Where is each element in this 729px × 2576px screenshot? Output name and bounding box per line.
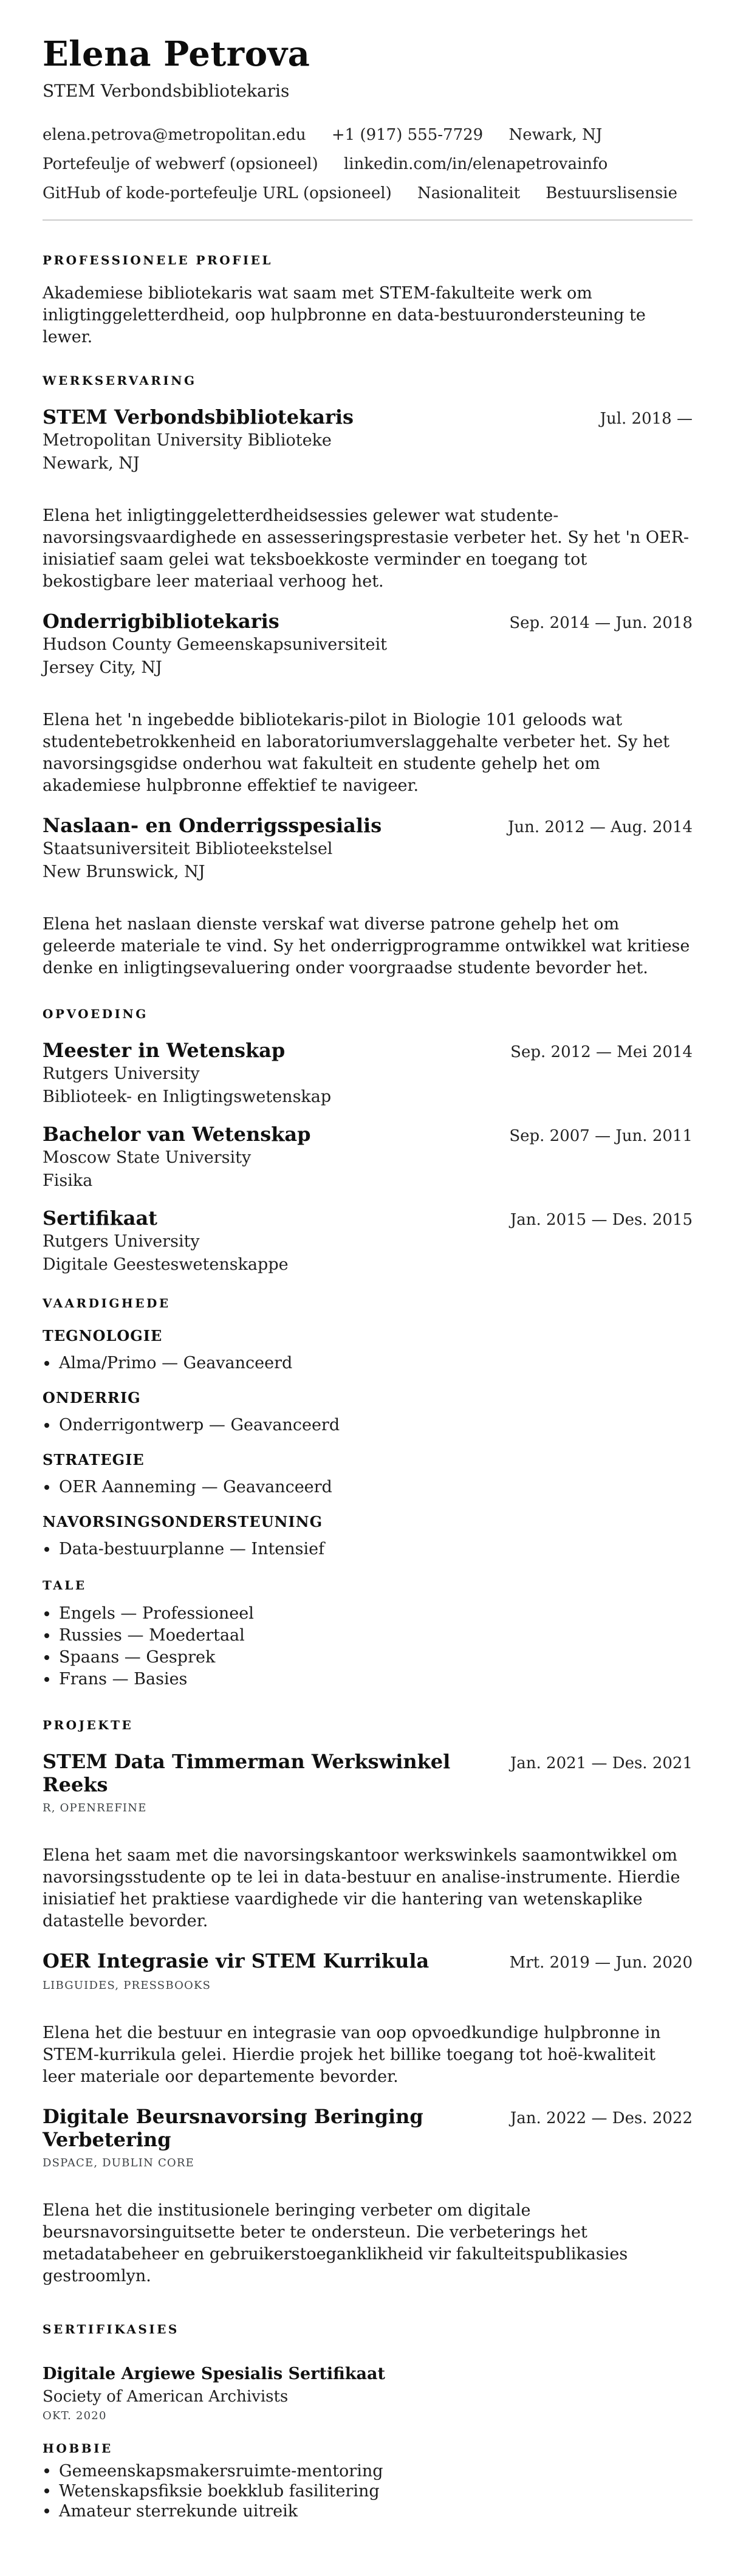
section-hobbies (43, 2440, 693, 2521)
education-heading: OPVOEDING (43, 1007, 148, 1021)
skill-item: Onderrigontwerp — Geavanceerd (43, 1414, 693, 1436)
section-education (43, 1006, 693, 1276)
job-entry-head (43, 610, 693, 634)
project-description: Elena het saam met die navorsingskantoor werkswinkels saamontwikkel om navorsingsstudente op te lei in data-bestuur en analise-instrumente. Hierdie inisiatief het praktiese vaardighede vir die hantering van wetenskaplike datastelle bevorder. (43, 1846, 680, 1930)
projects-heading: PROJEKTE (43, 1718, 134, 1732)
skill-category-name: ONDERRIG (43, 1389, 141, 1407)
project-title: Digitale Beursnavorsing Beringing Verbetering (43, 2105, 423, 2151)
hobby-list (43, 2461, 693, 2521)
contact-row-3 (43, 183, 693, 204)
certification-entry (43, 2364, 693, 2423)
education-entry-head (43, 1207, 693, 1231)
education-field: Fisika (43, 1171, 93, 1190)
project-description: Elena het die institusionele beringing verbeter om digitale beursnavorsinguitsette beter te ondersteun. Die verbeterings het metadatabeheer en gebruikerstoeganklikheid vir fakulteitspublikasies gestroomlyn. (43, 2201, 628, 2285)
certification-date: OKT. 2020 (43, 2409, 107, 2422)
contact-nationality: Nasionaliteit (417, 184, 521, 202)
job-title: STEM Verbondsbibliotekaris (43, 405, 354, 429)
job-entry-head (43, 405, 693, 430)
languages-heading: TALE (43, 1578, 87, 1593)
project-dates: Jan. 2021 — Des. 2021 (510, 1754, 693, 1772)
job-dates: Sep. 2014 — Jun. 2018 (509, 614, 693, 632)
job-entry-head (43, 814, 693, 838)
skill-item: Data-bestuurplanne — Intensief (43, 1538, 693, 1560)
project-title: STEM Data Timmerman Werkswinkel Reeks (43, 1750, 451, 1796)
project-stack: DSPACE, DUBLIN CORE (43, 2157, 194, 2169)
education-degree: Meester in Wetenskap (43, 1039, 286, 1062)
contact-email: elena.petrova@metropolitan.edu (43, 126, 306, 144)
skill-item: OER Aanneming — Geavanceerd (43, 1476, 693, 1498)
skill-category (43, 1513, 693, 1560)
job-dates: Jul. 2018 — (600, 410, 693, 428)
job-title: Onderrigbibliotekaris (43, 610, 279, 633)
skill-list (43, 1352, 693, 1374)
job-company: Staatsuniversiteit Biblioteekstelsel (43, 839, 333, 858)
certification-issuer: Society of American Archivists (43, 2388, 289, 2406)
education-school: Rutgers University (43, 1064, 200, 1083)
job-dates: Jun. 2012 — Aug. 2014 (507, 818, 693, 836)
education-field: Digitale Geesteswetenskappe (43, 1255, 289, 1274)
certifications-heading: SERTIFIKASIES (43, 2322, 179, 2337)
hobby-item: Amateur sterrekunde uitreik (43, 2501, 693, 2521)
project-stack: LIBGUIDES, PRESSBOOKS (43, 1979, 211, 1992)
skill-list (43, 1414, 693, 1436)
skill-item: Alma/Primo — Geavanceerd (43, 1352, 693, 1374)
profile-text: Akademiese bibliotekaris wat saam met STEM-fakulteite werk om inligtinggeletterdheid, oop hulpbronne en data-bestuurondersteuning te lewer. (43, 284, 646, 346)
contact-portfolio: Portefeulje of webwerf (opsioneel) (43, 155, 318, 173)
project-dates: Mrt. 2019 — Jun. 2020 (509, 1954, 693, 1972)
skill-category (43, 1389, 693, 1436)
person-job-title: STEM Verbondsbibliotekaris (43, 81, 290, 101)
education-degree: Bachelor van Wetenskap (43, 1123, 311, 1146)
hobby-item: Gemeenskapsmakersruimte-mentoring (43, 2461, 693, 2481)
skill-category (43, 1451, 693, 1498)
education-school: Moscow State University (43, 1148, 252, 1167)
skill-list (43, 1476, 693, 1498)
project-entry-head (43, 1750, 693, 1796)
section-languages (43, 1577, 693, 1690)
contact-block (43, 125, 693, 204)
section-certifications (43, 2321, 693, 2423)
project-stack: R, OPENREFINE (43, 1802, 147, 1814)
contact-location: Newark, NJ (508, 126, 603, 144)
section-projects (43, 1717, 693, 2287)
project-entry (43, 2105, 693, 2287)
education-field: Biblioteek- en Inligtingswetenskap (43, 1087, 332, 1106)
person-name: Elena Petrova (43, 34, 310, 74)
skill-list (43, 1538, 693, 1560)
project-entry (43, 1750, 693, 1932)
job-location: Jersey City, NJ (43, 658, 162, 677)
language-item: Engels — Professioneel (43, 1603, 693, 1625)
project-title: OER Integrasie vir STEM Kurrikula (43, 1949, 430, 1972)
section-profile (43, 252, 693, 348)
contact-github: GitHub of kode-portefeulje URL (opsioneel) (43, 184, 392, 202)
education-entry-head (43, 1039, 693, 1063)
experience-heading: WERKSERVARING (43, 373, 197, 388)
section-skills (43, 1295, 693, 1560)
job-company: Hudson County Gemeenskapsuniversiteit (43, 635, 387, 654)
skill-category-name: STRATEGIE (43, 1451, 145, 1469)
project-entry-head (43, 2105, 693, 2151)
job-description: Elena het naslaan dienste verskaf wat diverse patrone gehelp het om geleerde materiale te vind. Sy het onderrigprogramme ontwikkel wat kritiese denke en inligtingsevaluering onder voorgraadse studente bevorder het. (43, 915, 690, 977)
education-entry (43, 1207, 693, 1276)
language-list (43, 1603, 693, 1690)
skills-heading: VAARDIGHEDE (43, 1296, 171, 1310)
hobbies-heading: HOBBIE (43, 2441, 113, 2456)
education-dates: Sep. 2012 — Mei 2014 (510, 1043, 693, 1061)
education-entry-head (43, 1123, 693, 1147)
education-dates: Sep. 2007 — Jun. 2011 (509, 1127, 693, 1145)
project-entry-head (43, 1949, 693, 1974)
resume-header (43, 33, 693, 221)
job-location: New Brunswick, NJ (43, 863, 205, 881)
education-entry (43, 1123, 693, 1192)
job-entry (43, 405, 693, 593)
job-description: Elena het inligtinggeletterdheidsessies gelewer wat studente-navorsingsvaardighede en assesseringsprestasie verbeter het. Sy het 'n OER-inisiatief saam gelei wat teksboekkoste verminder en toegang tot bekostigbare leer materiaal verhoog het. (43, 506, 690, 591)
project-description: Elena het die bestuur en integrasie van oop opvoedkundige hulpbronne in STEM-kurrikula gelei. Hierdie projek het billike toegang tot hoë-kwaliteit leer materiale oor departemente bevorder. (43, 2023, 661, 2086)
contact-license: Bestuurslisensie (546, 184, 677, 202)
education-entry (43, 1039, 693, 1108)
contact-phone: +1 (917) 555-7729 (331, 126, 484, 144)
job-entry (43, 814, 693, 979)
project-entry (43, 1949, 693, 2088)
skill-category-name: TEGNOLOGIE (43, 1327, 163, 1345)
certification-title: Digitale Argiewe Spesialis Sertifikaat (43, 2364, 385, 2383)
education-dates: Jan. 2015 — Des. 2015 (510, 1211, 693, 1229)
section-experience (43, 373, 693, 979)
education-degree: Sertifikaat (43, 1207, 157, 1230)
job-description: Elena het 'n ingebedde bibliotekaris-pilot in Biologie 101 geloods wat studentebetrokkenheid en laboratoriumverslaggehalte verbeter het. Sy het navorsingsgidse onderhou wat fakulteit en studente gehelp het om akademiese hulpbronne effektief te navigeer. (43, 711, 670, 795)
job-location: Newark, NJ (43, 454, 140, 473)
skill-category (43, 1327, 693, 1374)
language-item: Russies — Moedertaal (43, 1625, 693, 1647)
hobby-item: Wetenskapsfiksie boekklub fasilitering (43, 2481, 693, 2501)
language-item: Frans — Basies (43, 1669, 693, 1690)
contact-row-2 (43, 154, 693, 174)
project-dates: Jan. 2022 — Des. 2022 (510, 2109, 693, 2127)
education-school: Rutgers University (43, 1232, 200, 1251)
skill-category-name: NAVORSINGSONDERSTEUNING (43, 1513, 323, 1531)
header-divider (43, 219, 693, 221)
language-item: Spaans — Gesprek (43, 1647, 693, 1669)
profile-heading: PROFESSIONELE PROFIEL (43, 253, 273, 267)
job-company: Metropolitan University Biblioteke (43, 431, 332, 450)
contact-row-1 (43, 125, 693, 145)
contact-linkedin: linkedin.com/in/elenapetrovainfo (343, 155, 608, 173)
job-title: Naslaan- en Onderrigsspesialis (43, 814, 382, 837)
job-entry (43, 610, 693, 797)
